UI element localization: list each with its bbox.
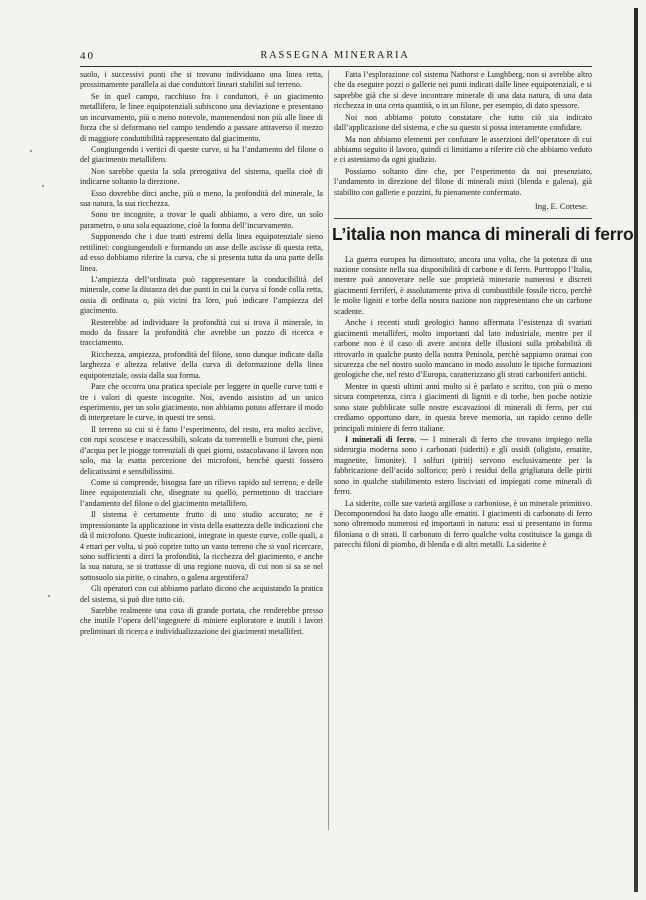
paragraph: Il sistema è certamente frutto di uno studio accurato; ne è impressionante la applicazione in vista della esattezza delle indicazioni che dà il microfono. Queste indicazioni, integrate in queste curve, colle quali, a 4 ettari per volta, si può coprire tutto un vasto terreno che si vuol ricercare, sono sufficienti a dirci la profondità, la ricchezza del giacimento, e anche la sua natura, se si trattasse di una regione nuova, di cui non si sa se nel sottosuolo sia pirite, o cinabro, o galena argentifera?: [80, 510, 323, 582]
speck-mark: [30, 150, 32, 152]
paragraph: La guerra europea ha dimostrato, ancora una volta, che la potenza di una nazione consiste nella sua disponibilità di carbone e di ferro. Purtroppo l’Italia, mentre può annoverare nelle sue proprietà minerarie numerosi e discreti giacimenti ferriferi, è assolutamente priva di combustibile fossile ricco, perchè le molte ligniti e torbe della nostra nazione non rappresentano che un carbone scadente.: [334, 254, 592, 316]
paragraph: La siderite, colle sue varietà argillose o carboniose, è un minerale primitivo. Decomponendosi ha dato luogo alle ematiti. I giacimenti di carbonato di ferro sono oltremodo numerosi ed importanti in natura: essi si presentano in forma filoniana o di strati. Il carbonato di ferro qualche volta costituisce la ganga di parecchi filoni di piombo, di blenda e di altri metalli. La siderite è: [334, 498, 592, 550]
paragraph: Ma non abbiamo elementi per confutare le asserzioni dell’operatore di cui abbiamo seguito il lavoro, quindi ci limitiamo a riferire ciò che abbiamo veduto e ci asteniamo da ogni giudizio.: [334, 134, 592, 165]
paragraph: Fatta l’esplorazione col sistema Nathorst e Lunghberg, non si avrebbe altro che da eseguire pozzi o gallerie nei punti indicati dalle linee equipotenziali, e si saprebbe già che si deve incontrare minerale di una data natura, di una data ricchezza in una certa quantità, o in un filone, per esempio, di dato spessore.: [334, 70, 592, 111]
paragraph: L’ampiezza dell’ordinata può rappresentare la conducibilità del minerale, come la distanza dei due punti in cui la curva si fonde colla retta, ossia di ordinata o, più vicini fra loro, può indicare l’ampiezza del giacimento.: [80, 274, 323, 316]
page-number: 40: [80, 50, 95, 62]
paragraph: Supponendo che i due tratti estremi della linea equipotenziale sieno rettilinei: congiungendoli e formando un asse delle ascisse di questa retta, ad esso dobbiamo riferire la curva, che si presenta tutta da una parte della linea.: [80, 232, 323, 273]
article-title: L’italia non manca di minerali di ferro: [332, 223, 634, 244]
paragraph: Sono tre incognite, a trovar le quali abbiamo, a vero dire, un solo parametro, o una sola equazione, cioè la forma dell’incurvamento.: [80, 210, 323, 230]
paragraph: Gli operatori con cui abbiamo parlato dicono che acquistando la pratica del sistema, si può dire tutto ciò.: [80, 584, 323, 604]
header-rule: [80, 66, 592, 67]
column-divider: [328, 70, 329, 830]
paragraph: Mentre in questi ultimi anni molto si è parlato e scritto, con più o meno sicura competenza, circa i giacimenti di ligniti e di torbe, ben poche notizie sono state pubblicate sulle nostre escavazioni di minerali di ferro, per cui crediamo opportuno dare, in questa breve memoria, un rapido cenno delle principali miniere di ferro italiane.: [334, 381, 592, 433]
paragraph: Ricchezza, ampiezza, profondità del filone, sono dunque indicate dalla larghezza e altezza relative della curva di deformazione della linea equipotenziale, ossia dalla sua forma.: [80, 349, 323, 380]
paragraph: Esso dovrebbe dirci anche, più o meno, la profondità del minerale, la sua natura, la sua ricchezza.: [80, 188, 323, 208]
paragraph: Non sarebbe questa la sola prerogativa del sistema, quella cioè di indicarne soltanto la direzione.: [80, 166, 323, 187]
section-subhead: I minerali di ferro. —: [345, 434, 429, 444]
page-header: [80, 50, 590, 66]
left-column: [80, 70, 323, 638]
speck-mark: [42, 185, 44, 187]
right-column: [332, 70, 634, 552]
paragraph: Congiungendo i vertici di queste curve, si ha l’andamento del filone o del giacimento metallifero.: [80, 144, 323, 165]
paragraph: Anche i recenti studi geologici hanno affermata l’esistenza di svariati giacimenti metalliferi, molto importanti dal lato industriale, mentre per il carbone non è il caso di avere ancora delle illusioni sulla probabilità di ritrovarlo in qualche punto della nostra Penisola, perchè sappiamo oramai con sicurezza che nel nostro suolo mancano in modo assoluto le tipiche formazioni geologiche che, nel resto d’Europa, caratterizzano gli strati carboniferi antichi.: [334, 318, 592, 380]
running-head: RASSEGNA MINERARIA: [260, 50, 410, 61]
paragraph: Resterebbe ad individuare la profondità cui si trova il minerale, in modo da fissare la profondità che avrebbe un pozzo di ricerca e tracciamento.: [80, 317, 323, 348]
speck-mark: [48, 595, 50, 597]
paragraph: Il terreno su cui si è fatto l’esperimento, del resto, era molto acclive, con rupi scoscese e inaccessibili, solcato da torrentelli e burroni che, pieni d’acqua per le piogge torrenziali di quei giorni, ostacolavano il lavoro non solo, ma la esatta percezione dei microfoni, benchè questi fossero delicatissimi e sensibilissimi.: [80, 424, 323, 476]
paragraph: suolo, i successivi punti che si trovano individuano una linea retta, prossimamente parallela ai due conduttori lineari stabiliti sul terreno.: [80, 70, 323, 90]
article-separator: [334, 218, 592, 219]
section-text: I minerali di ferro che trovano impiego nella siderurgia moderna sono i carbonati (sideriti) e gli ossidi (oligisto, ematite, magnetite, limonite). I solfuri (piriti) servono esclusivamente per la fabbricazione dell’acido solforico; però i residui della grigliatura delle piriti sono in qualche stabilimento estero lisciviati ed impiegati come minerali di ferro.: [334, 434, 592, 497]
paragraph: Come si comprende, bisogna fare un rilievo rapido sul terreno, e delle linee equipotenziali che, disegnate su quello, permettono di tracciare l’andamento del filone o del giacimento metallifero.: [80, 477, 323, 508]
paragraph: Possiamo soltanto dire che, per l’esperimento da noi presenziato, l’andamento in direzione del filone di minerali misti (blenda e galena), già stabilito con gallerie e pozzini, fu pienamente confermato.: [334, 166, 592, 197]
author-signature: Ing. E. Cortese.: [534, 201, 588, 212]
paragraph-iron-minerals: [334, 435, 592, 498]
page-edge-shadow: [634, 8, 638, 892]
paragraph: Pare che occorra una pratica speciale per leggere in quelle curve tutti e tre i valori di queste incognite. Noi, avendo assistito ad un unico esperimento, per un solo giacimento, non abbiamo potuto afferrare il modo di interpretare le curve, in questi tre sensi.: [80, 382, 323, 423]
paragraph: Sarebbe realmente una cosa di grande portata, che renderebbe presso che inutile l’opera dell’ingegnere di miniere esploratore e inutili i lavori preliminari di ricerca e individualizzazione dei giacimenti metalliferi.: [80, 606, 323, 636]
paragraph: Se in quel campo, racchiuso fra i conduttori, è un giacimento metallifero, le linee equipotenziali subiscono una deviazione e presentano un incurvamento, più o meno notevole, mantenendosi non più alle linee di forza che si deformano nel campo tendendo a passare attraverso il mezzo di maggiore conduttibilità rappresentato dal giacimento.: [80, 91, 323, 143]
paragraph: Noi non abbiamo potuto constatare che tutto ciò sia indicato dall’applicazione del sistema, e che su questo si possa interamente confidare.: [334, 112, 592, 133]
